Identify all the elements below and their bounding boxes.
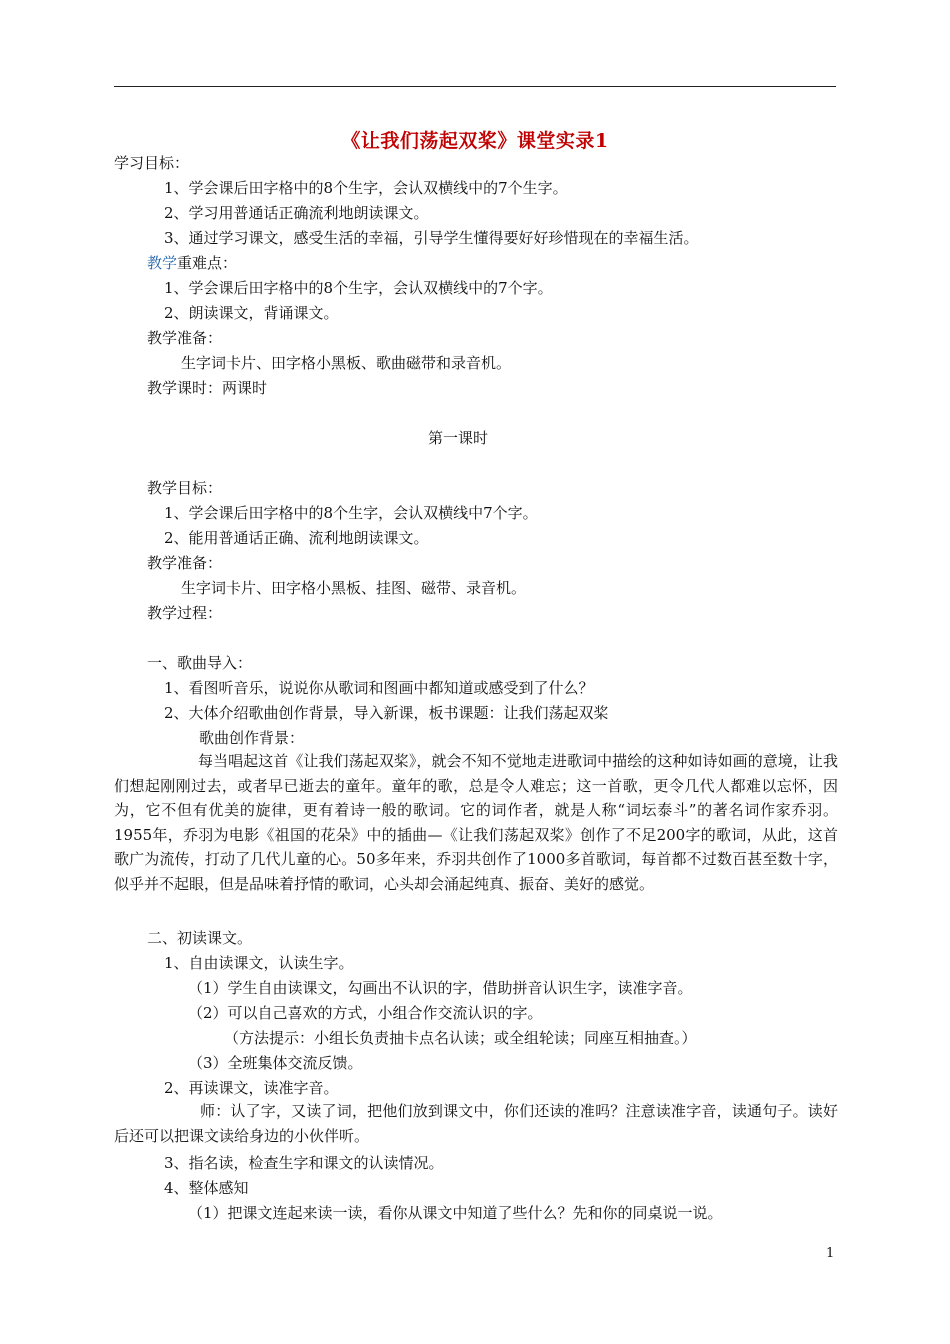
text-line: 2、再读课文，读准字音。: [164, 1079, 339, 1097]
text-line: 教学过程：: [147, 604, 223, 622]
text-line: 2、能用普通话正确、流利地朗读课文。: [164, 529, 429, 547]
text-line: （1）把课文连起来读一读，看你从课文中知道了些什么？先和你的同桌说一说。: [188, 1204, 723, 1222]
text-line: 歌曲创作背景：: [199, 729, 305, 747]
text-line: 3、指名读，检查生字和课文的认读情况。: [164, 1154, 444, 1172]
text-line: 2、大体介绍歌曲创作背景，导入新课，板书课题：让我们荡起双桨: [164, 704, 609, 722]
text-line: 2、学习用普通话正确流利地朗读课文。: [164, 204, 429, 222]
text-line: 1、看图听音乐，说说你从歌词和图画中都知道或感受到了什么？: [164, 679, 594, 697]
background-paragraph: 每当唱起这首《让我们荡起双桨》，就会不知不觉地走进歌词中描绘的这种如诗如画的意境，让我们想起刚刚过去，或者早已逝去的童年。童年的歌，总是令人难忘；这一首歌，更令几代人都难以忘怀，因为，它不但有优美的旋律，更有着诗一般的歌词。它的词作者，就是人称“词坛泰斗”的著名词作家乔羽。1955年，乔羽为电影《祖国的花朵》中的插曲—《让我们荡起双桨》创作了不足200字的歌词，从此，这首歌广为流传，打动了几代儿童的心。50多年来，乔羽共创作了1000多首歌词，每首都不过数百甚至数十字，似乎并不起眼，但是品味着抒情的歌词，心头却会涌起纯真、振奋、美好的感觉。: [114, 752, 838, 893]
text-line: 教学准备：: [147, 554, 223, 572]
text-line: 教学课时：两课时: [147, 379, 268, 397]
key-points-heading: 教学重难点：: [147, 254, 238, 272]
text-line: 二、初读课文。: [147, 929, 253, 947]
teacher-paragraph: 师：认了字，又读了词，把他们放到课文中，你们还读的准吗？注意读准字音，读通句子。读好后还可以把课文读给身边的小伙伴听。: [114, 1102, 838, 1145]
text-line: 1、学会课后田字格中的8个生字，会认双横线中的7个生字。: [164, 179, 568, 197]
text-line: 学习目标：: [114, 154, 190, 172]
text-line: 3、通过学习课文，感受生活的幸福，引导学生懂得要好好珍惜现在的幸福生活。: [164, 229, 699, 247]
page-title: 《让我们荡起双桨》课堂实录1: [341, 130, 609, 152]
section-heading: 第一课时: [428, 429, 489, 447]
text-line: 一、歌曲导入：: [147, 654, 253, 672]
text-line: 1、自由读课文，认读生字。: [164, 954, 354, 972]
text-line: （1）学生自由读课文，勾画出不认识的字，借助拼音认识生字，读准字音。: [188, 979, 693, 997]
page-number: 1: [826, 1246, 835, 1261]
text-line: 1、学会课后田字格中的8个生字，会认双横线中7个字。: [164, 504, 538, 522]
text-line: 教学目标：: [147, 479, 223, 497]
text-line: （方法提示：小组长负责抽卡点名认读；或全组轮读；同座互相抽查。）: [224, 1029, 697, 1047]
text-line: 4、整体感知: [164, 1179, 249, 1197]
text-line: （3）全班集体交流反馈。: [188, 1054, 363, 1072]
text-line: 生字词卡片、田字格小黑板、挂图、磁带、录音机。: [181, 579, 527, 597]
text-line: 2、朗读课文，背诵课文。: [164, 304, 339, 322]
header-rule: [114, 86, 836, 87]
text-line: 教学准备：: [147, 329, 223, 347]
text-line: 1、学会课后田字格中的8个生字，会认双横线中的7个字。: [164, 279, 553, 297]
teaching-link-text: 教学: [147, 254, 178, 272]
text-line: 生字词卡片、田字格小黑板、歌曲磁带和录音机。: [181, 354, 512, 372]
text-line: （2）可以自己喜欢的方式，小组合作交流认识的字。: [188, 1004, 543, 1022]
